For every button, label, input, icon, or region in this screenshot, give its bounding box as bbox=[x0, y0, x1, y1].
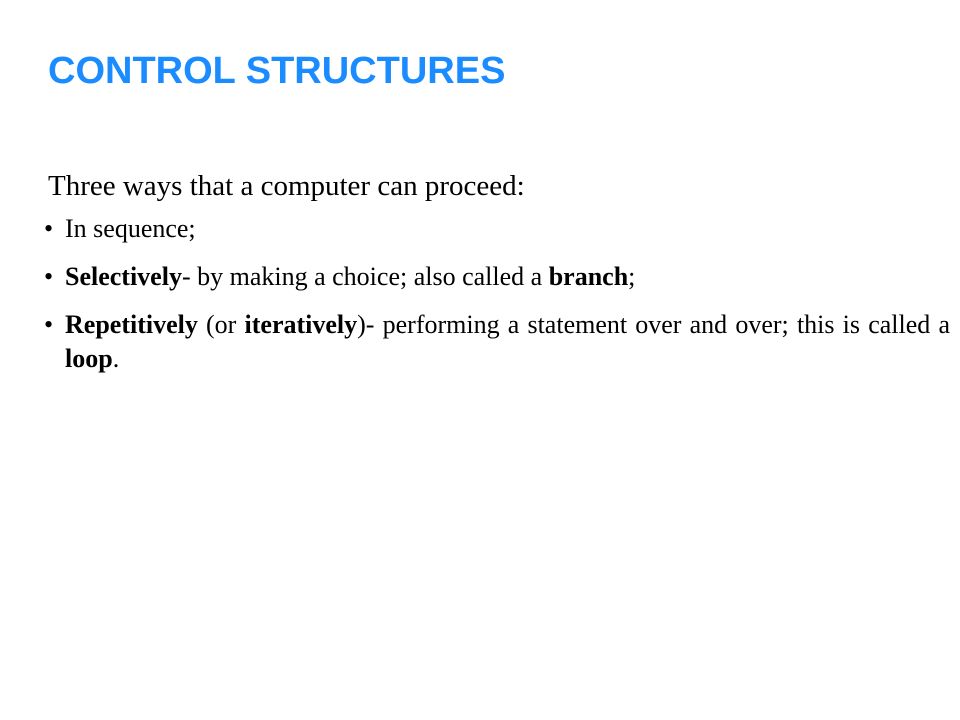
bullet-list bbox=[44, 212, 950, 376]
bullet-icon: • bbox=[44, 262, 54, 291]
bullet-text bbox=[65, 214, 196, 243]
slide-title: CONTROL STRUCTURES bbox=[48, 50, 506, 92]
term-iteratively: iteratively bbox=[244, 310, 358, 339]
bullet-text-plain: In sequence; bbox=[65, 214, 196, 243]
bullet-icon: • bbox=[44, 310, 54, 339]
bullet-text bbox=[65, 262, 635, 291]
bullet-text-plain: ; bbox=[628, 262, 636, 291]
bullet-text-plain: )- performing a statement over and over; this is called a bbox=[357, 310, 950, 339]
term-branch: branch bbox=[548, 262, 629, 291]
bullet-text-plain: (or bbox=[197, 310, 245, 339]
bullet-text bbox=[65, 310, 950, 373]
term-repetitively: Repetitively bbox=[65, 310, 198, 339]
intro-text: Three ways that a computer can proceed: bbox=[48, 170, 525, 202]
bullet-text-plain: - by making a choice; also called a bbox=[181, 262, 549, 291]
term-selectively: Selectively bbox=[65, 262, 182, 291]
bullet-item-repetitively bbox=[44, 308, 950, 376]
slide-content bbox=[44, 164, 950, 376]
bullet-item-selectively bbox=[44, 260, 950, 294]
bullet-text-plain: . bbox=[112, 344, 120, 373]
bullet-icon: • bbox=[44, 214, 54, 243]
bullet-item-sequence bbox=[44, 212, 950, 246]
term-loop: loop bbox=[65, 344, 113, 373]
